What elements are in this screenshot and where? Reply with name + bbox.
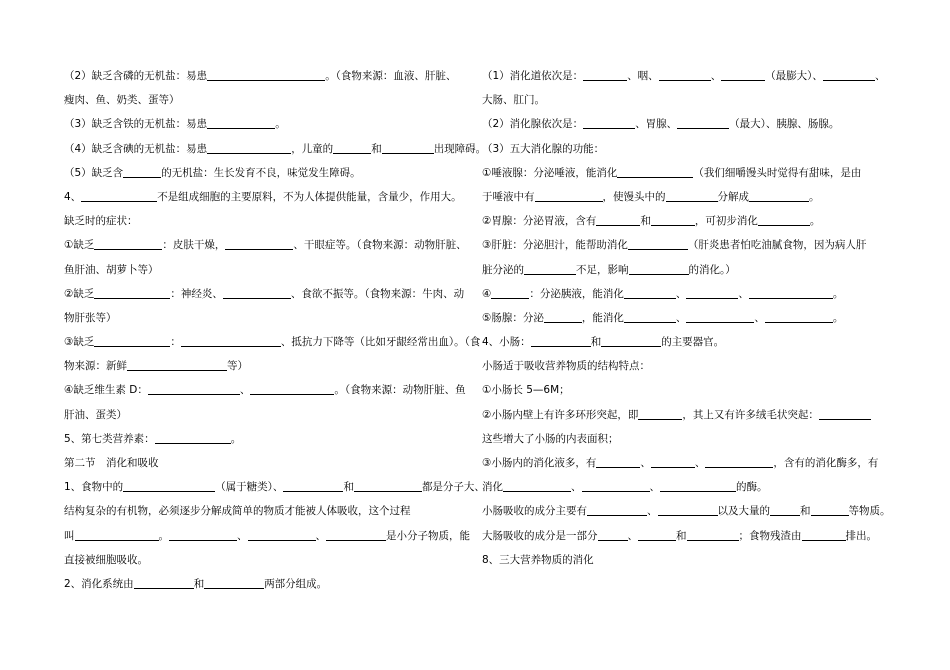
answer-blank[interactable]: [382, 141, 434, 154]
answer-blank[interactable]: [765, 310, 833, 323]
text-line: 小肠适于吸收营养物质的结构特点：: [482, 360, 650, 373]
text-line: 脏分泌的 不足，影响 的消化。）: [482, 263, 736, 276]
answer-blank[interactable]: [629, 262, 689, 275]
answer-blank[interactable]: [686, 310, 754, 323]
answer-blank[interactable]: [686, 286, 738, 299]
answer-blank[interactable]: [587, 503, 647, 516]
answer-blank[interactable]: [326, 528, 386, 541]
answer-blank[interactable]: [94, 237, 162, 250]
text-line: ①唾液腺：分泌唾液，能消化 （我们细嚼馒头时觉得有甜味，是由: [482, 166, 862, 179]
text-line: ④ ：分泌胰液，能消化 、 、 。: [482, 287, 844, 300]
answer-blank[interactable]: [207, 68, 325, 81]
text-line: ③小肠内的消化液多，有 、 、 ，含有的消化酶多，有: [482, 457, 879, 469]
text-line: ②胃腺：分泌胃液，含有 和 ，可初步消化 。: [482, 215, 821, 228]
answer-blank[interactable]: [660, 479, 736, 492]
text-line: 小肠吸收的成分主要有 、 以及大量的 和 等物质。: [482, 505, 891, 518]
answer-blank[interactable]: [582, 479, 650, 492]
answer-blank[interactable]: [705, 455, 773, 468]
answer-blank[interactable]: [94, 286, 170, 299]
answer-blank[interactable]: [333, 141, 371, 154]
answer-blank[interactable]: [770, 503, 800, 516]
text-line: 5、第七类营养素： 。: [64, 432, 242, 445]
answer-blank[interactable]: [596, 455, 640, 468]
text-line: ①小肠长 5—6M；: [482, 384, 570, 397]
answer-blank[interactable]: [677, 116, 729, 129]
text-line: 1、食物中的 （属于糖类）、 和 都是分子大、: [64, 481, 485, 494]
answer-blank[interactable]: [535, 189, 603, 202]
text-line: ③缺乏 ： 、抵抗力下降等（比如牙龈经常出血）。（食: [64, 336, 481, 349]
answer-blank[interactable]: [596, 213, 640, 226]
answer-blank[interactable]: [624, 286, 676, 299]
text-line: 大肠、肛门。: [482, 94, 545, 107]
answer-blank[interactable]: [250, 382, 334, 395]
answer-blank[interactable]: [651, 213, 695, 226]
answer-blank[interactable]: [624, 310, 676, 323]
text-line: 4、 不是组成细胞的主要原料，不为人体提供能量，含量少，作用大。: [64, 190, 462, 203]
answer-blank[interactable]: [123, 165, 161, 178]
text-line: 消化 、 、 的酶。: [482, 481, 768, 494]
answer-blank[interactable]: [283, 479, 343, 492]
text-line: ②小肠内壁上有许多环形突起，即 ，其上又有许多绒毛状突起：: [482, 403, 892, 427]
text-line: ②缺乏 ：神经炎、 、食欲不振等。（食物来源：牛肉、动: [64, 287, 465, 300]
text-line: 直接被细胞吸收。: [64, 553, 148, 566]
text-line: 瘦肉、鱼、奶类、蛋等）: [64, 94, 180, 107]
answer-blank[interactable]: [127, 358, 227, 371]
text-line: 物肝张等）: [64, 311, 117, 324]
answer-blank[interactable]: [601, 334, 661, 347]
text-line: （2）消化腺依次是： 、胃腺、 （最大）、胰腺、肠腺。: [482, 118, 840, 131]
text-line: ③肝脏：分泌胆汁，能帮助消化 （肝炎患者怕吃油腻食物，因为病人肝: [482, 239, 867, 252]
answer-blank[interactable]: [223, 286, 291, 299]
answer-blank[interactable]: [354, 479, 422, 492]
answer-blank[interactable]: [503, 479, 571, 492]
answer-blank[interactable]: [819, 407, 871, 420]
answer-blank[interactable]: [181, 334, 281, 347]
text-line: （1）消化道依次是： 、咽、 、 （最膨大）、 、: [482, 70, 886, 82]
answer-blank[interactable]: [659, 68, 711, 81]
answer-blank[interactable]: [823, 68, 875, 81]
section-heading: 第二节 消化和吸收: [64, 457, 159, 469]
answer-blank[interactable]: [204, 576, 264, 589]
text-line: 4、小肠： 和 的主要器官。: [482, 336, 725, 349]
text-line: 于唾液中有 ，使馒头中的 分解成 。: [482, 190, 820, 203]
text-line: 肝油、蛋类）: [64, 408, 127, 421]
right-column: [482, 64, 892, 572]
text-line: （3）五大消化腺的功能：: [482, 142, 605, 155]
text-line: 结构复杂的有机物，必须逐步分解成简单的物质才能被人体吸收，这个过程: [64, 505, 411, 518]
answer-blank[interactable]: [658, 503, 718, 516]
left-column: [64, 64, 487, 596]
answer-blank[interactable]: [531, 334, 591, 347]
text-line: ④缺乏维生素 D： 、 。（食物来源：动物肝脏、鱼: [64, 384, 466, 397]
text-line: 2、消化系统由 和 两部分组成。: [64, 577, 328, 590]
answer-blank[interactable]: [598, 528, 628, 541]
answer-blank[interactable]: [491, 286, 529, 299]
answer-blank[interactable]: [148, 382, 240, 395]
answer-blank[interactable]: [524, 262, 576, 275]
text-line: 这些增大了小肠的内表面积；: [482, 432, 619, 445]
answer-blank[interactable]: [666, 189, 718, 202]
answer-blank[interactable]: [749, 286, 833, 299]
answer-blank[interactable]: [638, 528, 676, 541]
answer-blank[interactable]: [811, 503, 849, 516]
answer-blank[interactable]: [687, 528, 739, 541]
text-line: 缺乏时的症状：: [64, 215, 138, 228]
text-line: 物来源：新鲜 等）: [64, 360, 248, 373]
text-line: （2）缺乏含磷的无机盐：易患 。（食物来源：血液、肝脏、: [64, 70, 457, 82]
answer-blank[interactable]: [225, 237, 293, 250]
answer-blank[interactable]: [617, 165, 693, 178]
text-line: ⑤肠腺：分泌 ，能消化 、 、 。: [482, 311, 844, 324]
text-line: 鱼肝油、胡萝卜等）: [64, 263, 159, 276]
text-line: 大肠吸收的成分是一部分 、 和 ；食物残渣由 排出。: [482, 529, 877, 542]
answer-blank[interactable]: [758, 213, 810, 226]
text-line: 8、三大营养物质的消化: [482, 553, 594, 566]
answer-blank[interactable]: [651, 455, 695, 468]
answer-blank[interactable]: [638, 407, 682, 420]
text-line: 叫 。 、 、 是小分子物质，能: [64, 529, 470, 542]
answer-blank[interactable]: [123, 479, 215, 492]
answer-blank[interactable]: [75, 528, 159, 541]
answer-blank[interactable]: [721, 68, 765, 81]
answer-blank[interactable]: [81, 189, 157, 202]
answer-blank[interactable]: [134, 576, 194, 589]
text-line: （3）缺乏含铁的无机盐：易患 。: [64, 118, 286, 131]
answer-blank[interactable]: [583, 68, 627, 81]
answer-blank[interactable]: [544, 310, 582, 323]
answer-blank[interactable]: [94, 334, 170, 347]
answer-blank[interactable]: [207, 116, 275, 129]
text-line: （4）缺乏含碘的无机盐：易患 ，儿童的 和 出现障碍。: [64, 142, 487, 155]
answer-blank[interactable]: [583, 116, 635, 129]
text-line: （5）缺乏含 的无机盐：生长发育不良，味觉发生障碍。: [64, 166, 361, 179]
answer-blank[interactable]: [628, 237, 688, 250]
answer-blank[interactable]: [169, 528, 237, 541]
answer-blank[interactable]: [802, 528, 846, 541]
answer-blank[interactable]: [248, 528, 316, 541]
answer-blank[interactable]: [207, 141, 291, 154]
text-line: ①缺乏 ：皮肤干燥， 、干眼症等。（食物来源：动物肝脏、: [64, 239, 467, 252]
answer-blank[interactable]: [749, 189, 809, 202]
answer-blank[interactable]: [155, 431, 231, 444]
